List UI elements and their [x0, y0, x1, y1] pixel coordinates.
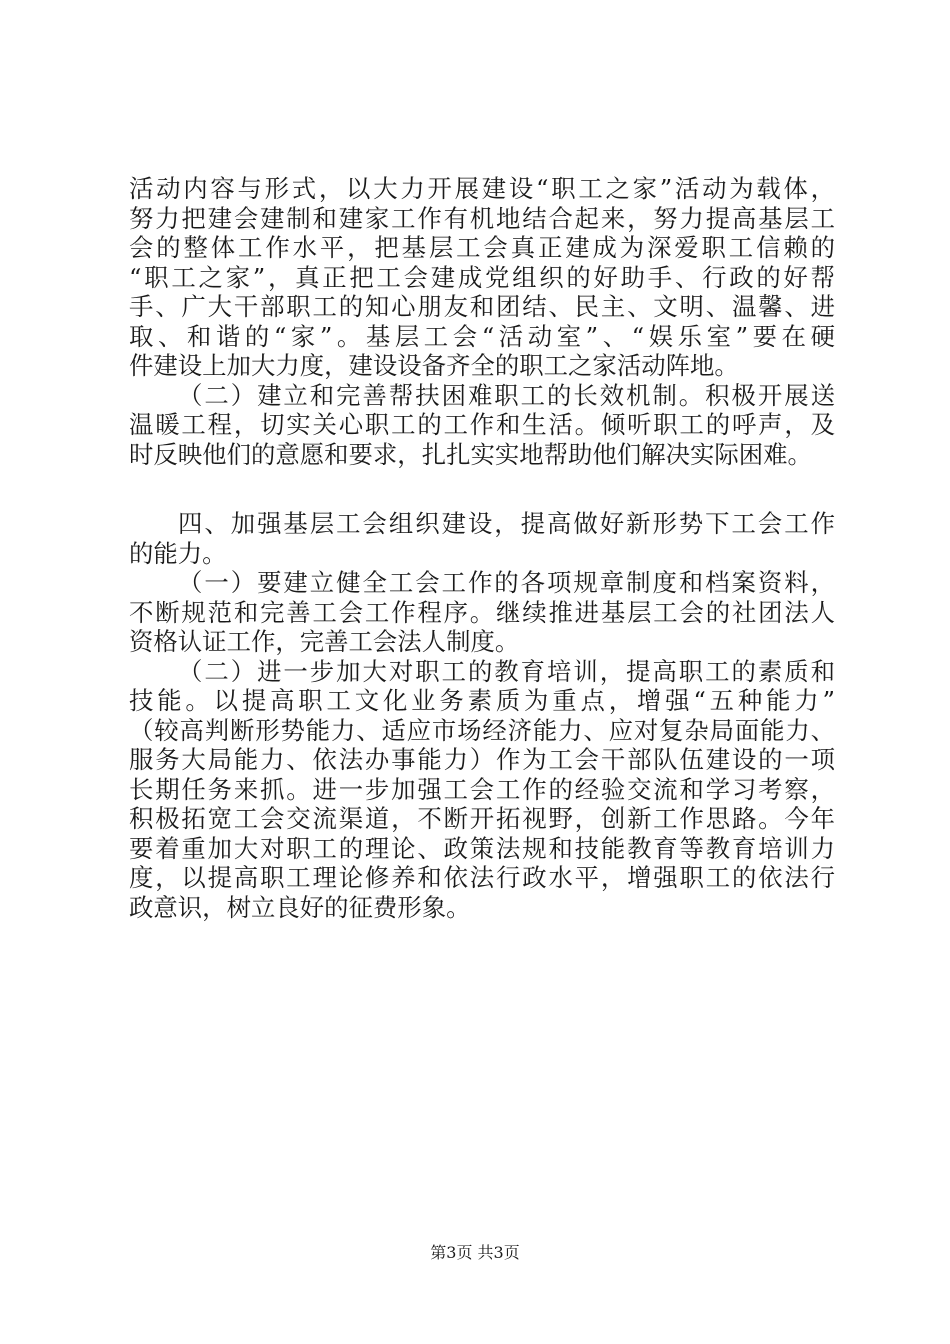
- text-line: 要着重加大对职工的理论、政策法规和技能教育等教育培训力: [129, 833, 835, 863]
- text-line: 件建设上加大力度，建设设备齐全的职工之家活动阵地。: [129, 351, 739, 380]
- paragraph-rules-and-archives: [129, 568, 835, 657]
- text-line: （二）进一步加大对职工的教育培训，提高职工的素质和: [178, 656, 835, 686]
- text-line: 取、和谐的“家”。基层工会“活动室”、“娱乐室”要在硬: [129, 321, 835, 351]
- text-line: （二）建立和完善帮扶困难职工的长效机制。积极开展送: [178, 380, 835, 410]
- text-line: 四、加强基层工会组织建设，提高做好新形势下工会工作: [178, 509, 835, 538]
- text-line: 不断规范和完善工会工作程序。继续推进基层工会的社团法人: [129, 597, 835, 627]
- text-line: （一）要建立健全工会工作的各项规章制度和档案资料，: [178, 568, 835, 597]
- text-line: （较高判断形势能力、适应市场经济能力、应对复杂局面能力、: [129, 715, 835, 745]
- section-heading-four: [129, 509, 835, 568]
- page-number-footer: 第3页 共3页: [430, 1243, 520, 1262]
- text-line: 的能力。: [129, 538, 227, 568]
- text-line: 技能。以提高职工文化业务素质为重点，增强“五种能力”: [129, 686, 835, 715]
- paragraph-gap: [129, 469, 835, 509]
- paragraph-education-training: [129, 657, 835, 923]
- text-line: 手、广大干部职工的知心朋友和团结、民主、文明、温馨、进: [129, 292, 835, 321]
- text-line: 服务大局能力、依法办事能力）作为工会干部队伍建设的一项: [129, 745, 835, 774]
- text-line: 度，以提高职工理论修养和依法行政水平，增强职工的依法行: [129, 863, 835, 892]
- text-line: 长期任务来抓。进一步加强工会工作的经验交流和学习考察，: [129, 774, 835, 804]
- text-line: 温暖工程，切实关心职工的工作和生活。倾听职工的呼声，及: [129, 410, 835, 439]
- text-line: 活动内容与形式，以大力开展建设“职工之家”活动为载体，: [129, 174, 835, 203]
- paragraph-staff-home: [129, 174, 835, 381]
- document-body: [129, 174, 835, 922]
- text-line: 时反映他们的意愿和要求，扎扎实实地帮助他们解决实际困难。: [129, 439, 812, 469]
- text-line: 努力把建会建制和建家工作有机地结合起来，努力提高基层工: [129, 203, 835, 233]
- paragraph-assistance-mechanism: [129, 381, 835, 470]
- text-line: “职工之家”，真正把工会建成党组织的好助手、行政的好帮: [129, 262, 835, 292]
- text-line: 资格认证工作，完善工会法人制度。: [129, 627, 520, 656]
- text-line: 政意识，树立良好的征费形象。: [129, 892, 471, 922]
- text-line: 会的整体工作水平，把基层工会真正建成为深爱职工信赖的: [129, 233, 835, 262]
- text-line: 积极拓宽工会交流渠道，不断开拓视野，创新工作思路。今年: [129, 804, 835, 833]
